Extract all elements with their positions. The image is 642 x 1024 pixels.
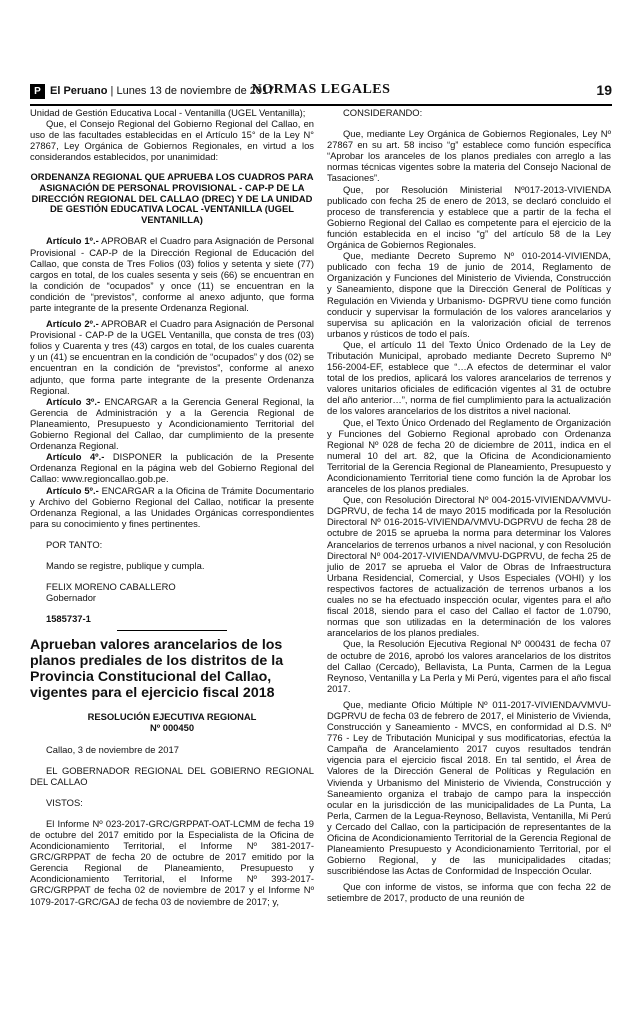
section-title: NORMAS LEGALES [251,82,391,97]
paper-name: El Peruano [50,85,108,97]
article-text: ENCARGAR a la Gerencia General Regional, la Gerencia de Administración y a la Gerencia Regional de Planeamiento, Presupuesto y Acondicionamiento Territorial del Gobierno Regional del Callao, dar cumplimiento de la presente Ordenanza Regional. [30,395,314,452]
article-label: Artículo 5º.- [46,484,99,496]
article-label: Artículo 4º.- [46,451,105,463]
article-3 [30,396,314,451]
article-text: APROBAR el Cuadro para Asignación de Personal Provisional - CAP-P de la Dirección Regional de Educación del Callao, que consta de Tres Folios (03) folios y setenta y siete (77) cargos en total, de los cuales sesenta y seis (66) se encuentran en la condición de “ocupados” y once (11) se encuentran en la condición de “previstos”, conforme al anexo adjunto, que forma parte integrante de la presente Ordenanza Regional. [30,235,314,313]
ordinance-title: ORDENANZA REGIONAL QUE APRUEBA LOS CUADROS PARA ASIGNACIÓN DE PERSONAL PROVISIONAL - CAP-P DE LA DIRECCIÓN REGIONAL DEL CALLAO (DREC) Y DE LA UNIDAD DE GESTIÓN EDUCATIVA LOCAL -VENTANILLA (UGEL VENTANILLA) [30,171,314,225]
article-text: ENCARGAR a la Oficina de Trámite Documentario y Archivo del Gobierno Regional del Callao, notificar la presente Ordenanza Regional, a las Unidades Orgánicas correspondientes para su conocimiento y fines pertinentes. [30,484,314,529]
por-tanto: POR TANTO: [46,538,103,550]
article-label: Artículo 3º.- [46,395,101,407]
separator-rule [117,630,227,631]
paragraph: Que con informe de vistos, se informa que con fecha 22 de setiembre de 2017, producto de una reunión de [327,881,611,904]
paragraph: Que, el Texto Único Ordenado del Reglamento de Organización y Funciones del Gobierno Regional aprobado con Ordenanza Regional Nº 028 de fecha 20 de diciembre de 2011, indica en el numeral 10 del art. 82, que la Oficina de Acondicionamiento Territorial de la Gerencia Regional de Planeamiento, Presupuesto y Acondicionamiento Territorial tiene como función la de Aprobar los aranceles de los planos prediales. [327,416,611,495]
mando-line: Mando se registre, publique y cumpla. [46,559,205,571]
issue-date: Lunes 13 de noviembre de 2017 [116,85,275,97]
vistos-heading: VISTOS: [46,796,83,808]
article-label: Artículo 1º.- [46,235,99,247]
resolution-number: Nº 000450 [149,722,195,734]
article-text: APROBAR el Cuadro para Asignación de Personal Provisional - CAP-P de la UGEL Ventanilla, que consta de tres (03) folios y Cuarenta y tres (43) cargos en total, de los cuales cuarenta y un (41) se encuentran en la condición de “ocupados” y dos (02) se encuentran en la condición de “previstos”, conforme al anexo adjunto, que forma parte integrante de la presente Ordenanza Regional. [30,318,314,396]
right-column [327,107,611,904]
paragraph: Que, mediante Oficio Múltiple Nº 011-2017-VIVIENDA/VMVU-DGPRVU de fecha 03 de febrero de 2017, el Ministerio de Vivienda, Construcción y Saneamiento - MVCS, en conformidad al D.S. Nº 776 - Ley de Tributación Municipal y sus modificatorias, efectúa la Campaña de Arancelamiento 2017 cuyos resultados tendrán vigencia para el ejercicio fiscal 2018. En tal sentido, el Área de Valores de la Dirección General de Políticas y Regulación en Vivienda y Urbanismo del Ministerio de Vivienda, Construcción y Saneamiento organiza el trabajo de campo para la inspección ocular en la jurisdicción de las municipalidades de La Punta, La Perla, Carmen de la Legua-Reynoso, Bellavista, Ventanilla, Mi Perú y Cercado del Callao, con la participación de representantes de la Oficina de Acondicionamiento Territorial de la Gerencia Regional de Planeamiento Presupuesto y Acondicionamiento Territorial, por el Gobierno Regional, y de las municipalidades citadas; suscribiéndose las Actas de Conformidad de Inspección Ocular. [327,698,611,877]
governor-line: EL GOBERNADOR REGIONAL DEL GOBIERNO REGIONAL DEL CALLAO [30,764,314,787]
signer-role: Gobernador [46,592,97,604]
date-line: Callao, 3 de noviembre de 2017 [46,743,179,755]
article-text: DISPONER la publicación de la Presente Ordenanza Regional en la página web del Gobierno Regional del Callao: www.regioncallao.gob.pe. [30,451,314,485]
paragraph: El Informe Nº 023-2017-GRC/GRPPAT-OAT-LCMM de fecha 19 de octubre del 2017 emitido por la Especialista de la Oficina de Acondicionamiento Territorial, el Informe Nº 381-2017-GRC/GRPPAT de fecha 20 de octubre de 2017 emitido por la Gerencia Regional de Planeamiento, Presupuesto y Acondicionamiento Territorial, el Informe Nº 393-2017-GRC/GRPPAT de fecha 02 de noviembre de 2017 y el Informe Nº 1079-2017-GRC/GAJ de fecha 03 de noviembre de 2017; y, [30,817,314,907]
article-headline: Aprueban valores arancelarios de los planos prediales de los distritos de la Provincia Constitucional del Callao, vigentes para el ejercicio fiscal 2018 [30,637,284,702]
paragraph: Que, por Resolución Ministerial Nº017-2013-VIVIENDA publicado con fecha 25 de enero de 2013, se declaró concluido el proceso de transferencia y establece que a partir de la fecha el Gobierno Regional del Callao es competente para el ejercicio de la función establecida en el inciso “g” del artículo 58 de la Ley Orgánica de Gobiernos Regionales. [327,183,611,251]
paragraph: Que, el Consejo Regional del Gobierno Regional del Callao, en uso de las facultades establecidas en el Artículo 15° de la Ley N° 27867, Ley Orgánica de Gobiernos Regionales, en virtud a los considerandos establecidos, por unanimidad: [30,118,314,163]
paragraph: Que, mediante Decreto Supremo Nº 010-2014-VIVIENDA, publicado con fecha 19 de junio de 2014, Reglamento de Organización y Funciones del Ministerio de Vivienda, Construcción y Saneamiento, dispone que la Dirección General de Políticas y Regulación en Vivienda y Urbanismo- DGPRVU tiene como función conducir y supervisar la formulación de los valores arancelarios y supervisa su aplicación en la valorización oficial de terrenos urbanos y rústicos de todo el país. [327,250,611,339]
header-paper-date: El Peruano | Lunes 13 de noviembre de 2017 [50,85,275,97]
article-label: Artículo 2º.- [46,318,99,330]
considerando-heading: CONSIDERANDO: [343,107,423,118]
article-5 [30,485,314,529]
paragraph: Que, el artículo 11 del Texto Único Ordenado de la Ley de Tributación Municipal, aprobado mediante Decreto Supremo Nº 156-2004-EF, establece que “…A efectos de determinar el valor total de los predios, aplicará los valores arancelarios de terrenos y valores unitarios oficiales de edificación vigentes al 31 de octubre del año anterior…”, norma de fiel cumplimiento para la actualización de los valores arancelarios de los distritos a nivel nacional. [327,338,611,417]
paragraph: Que, con Resolución Directoral Nº 004-2015-VIVIENDA/VMVU-DGPRVU, de fecha 14 de mayo 2015 modificada por la Resolución Directoral Nº 016-2015-VIVIENDA/VMVU-DGPRVU de fecha 28 de octubre de 2015 se aprueba la norma para determinar los Valores Arancelarios de terrenos urbanos a nivel nacional, y con Resolución Directoral Nº 004-2017-VIVIENDA/VMVU-DGPRVU, de fecha 25 de julio de 2017 se aprueba el Valor de Obras de Infraestructura Urbana Residencial, Comercial, y Usos Especiales (VOHI) y los respectivos factores de actualización de terrenos urbanos a los cuales no se ha efectuado inspección ocular, vigentes para el año fiscal 2018, siendo para el caso del Callao el factor de 1.0790, normas que son utilizadas en la determinación de los valores arancelarios de los planos prediales. [327,494,611,639]
article-2 [30,318,314,396]
signer-name: FELIX MORENO CABALLERO [46,581,176,593]
header-rule [30,104,612,106]
paragraph: Que, mediante Ley Orgánica de Gobiernos Regionales, Ley Nº 27867 en su art. 58 inciso “g” establece como función específica “Aprobar los aranceles de los planos prediales con arreglo a las normas técnicas vigentes sobre la materia del Consejo Nacional de Tasaciones”. [327,128,611,184]
paragraph: Unidad de Gestión Educativa Local - Ventanilla (UGEL Ventanilla); [30,107,306,118]
el-peruano-logo-icon: P [30,84,45,99]
left-column [30,107,314,907]
article-1 [30,235,314,313]
page-number: 19 [596,82,612,98]
article-4 [30,451,314,484]
page-header [30,82,612,102]
document-code: 1585737-1 [46,613,91,625]
resolution-title: RESOLUCIÓN EJECUTIVA REGIONAL [87,711,257,723]
paragraph: Que, la Resolución Ejecutiva Regional Nº 000431 de fecha 07 de octubre de 2016, aprobó los valores arancelarios de los distritos del Callao (Cercado), Bellavista, La Punta, Carmen de la Legua Reynoso, Ventanilla y La Perla y Mi Perú, vigentes para el año fiscal 2017. [327,638,611,694]
